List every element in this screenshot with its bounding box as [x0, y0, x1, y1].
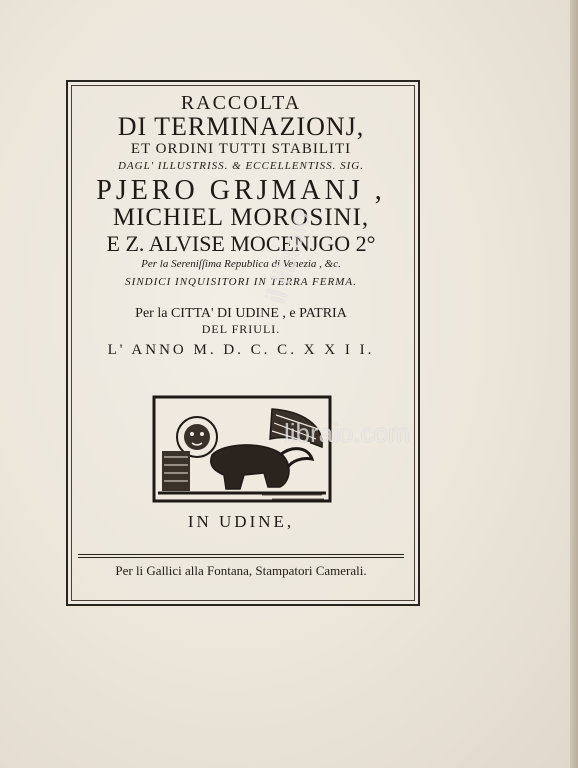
title-line-sindici: SINDICI INQUISITORI IN TERRA FERMA. — [125, 276, 357, 288]
title-line-raccolta: RACCOLTA — [180, 92, 302, 114]
imprint-rule — [78, 554, 404, 555]
title-line-terminazioni: DI TERMINAZIONJ, — [117, 112, 365, 141]
imprint-printer: Per li Gallici alla Fontana, Stampatori Camerali. — [115, 563, 367, 578]
title-line-republica: Per la Sereniſſima Republica di Venezia , &c. — [141, 258, 341, 270]
watermark-vertical: il libraio — [260, 206, 316, 307]
page-edge — [570, 0, 578, 768]
imprint-rule-thin — [78, 557, 404, 558]
title-line-grimani: PJERO GRJMANJ , — [96, 175, 386, 206]
title-line-mocenigo: E Z. ALVISE MOCENJGO 2° — [106, 231, 376, 256]
title-line-morosini: MICHIEL MOROSINI, — [112, 204, 370, 231]
lion-of-saint-mark-icon — [152, 395, 332, 503]
title-line-illustriss: DAGL' ILLUSTRISS. & ECCELLENTISS. SIG. — [117, 160, 365, 172]
watermark-horizontal: libraio.com — [284, 418, 410, 448]
title-line-udine: Per la CITTA' DI UDINE , e PATRIA — [135, 306, 347, 321]
title-line-ordini: ET ORDINI TUTTI STABILITI — [130, 141, 352, 157]
imprint-place: IN UDINE, — [187, 512, 295, 531]
title-line-friuli: DEL FRIULI. — [201, 322, 281, 336]
title-line-year: L' ANNO M. D. C. C. X X I I. — [107, 342, 375, 358]
